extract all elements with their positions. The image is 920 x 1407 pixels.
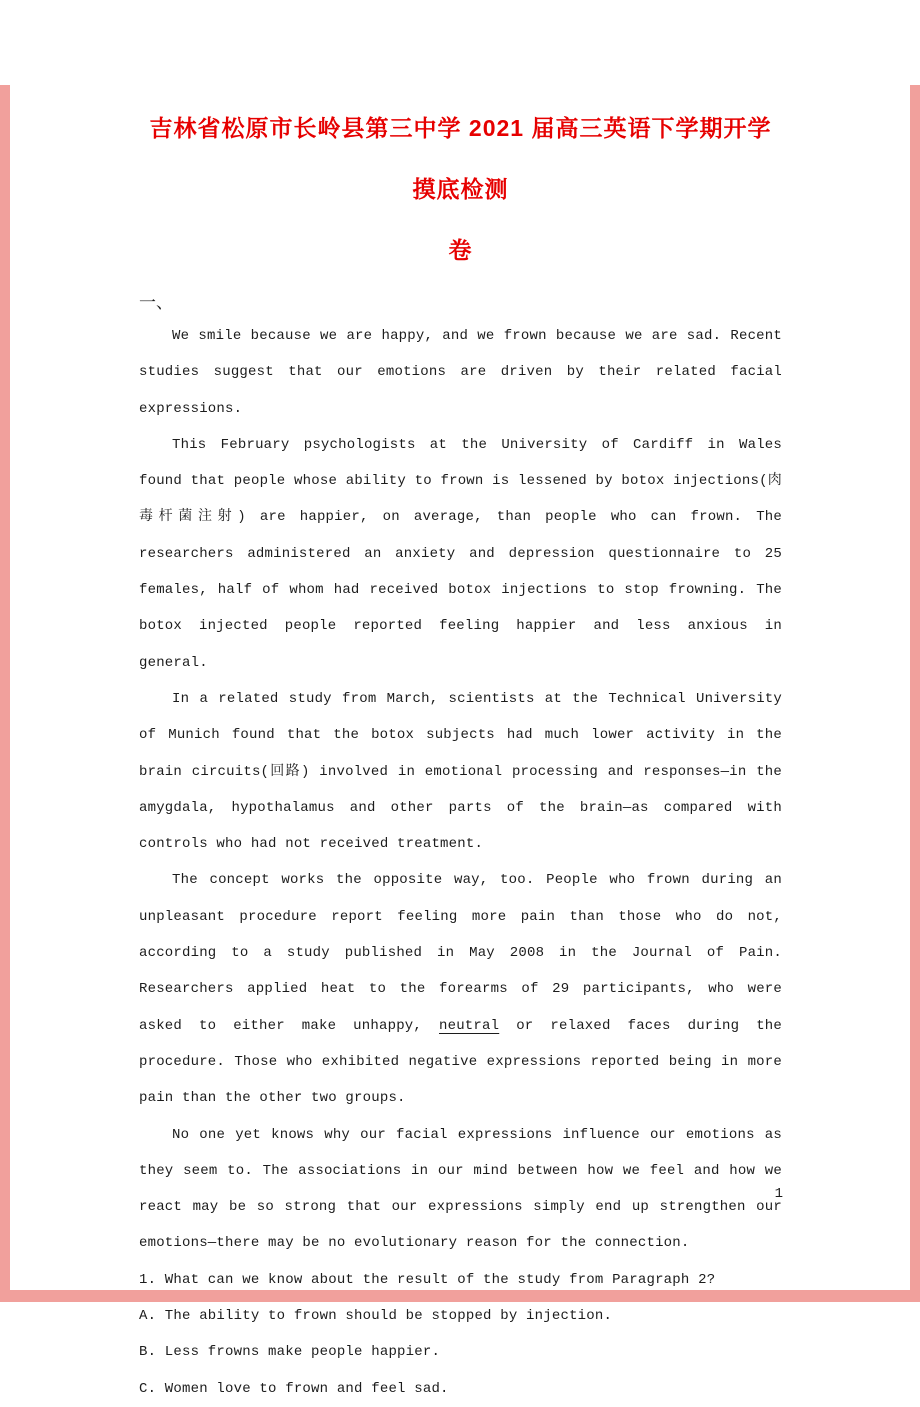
underlined-word: neutral: [439, 1017, 500, 1034]
page-border-right: [910, 85, 920, 1302]
passage-paragraph: [139, 681, 782, 862]
page-number: 1: [774, 1186, 783, 1202]
question-line: B. Less frowns make people happier.: [139, 1344, 441, 1361]
passage-text: or relaxed faces during the procedure. Those who exhibited negative expressions reported being in more pain than the other two groups.: [139, 1017, 783, 1107]
question-line: A. The ability to frown should be stopped by injection.: [139, 1308, 613, 1325]
passage-text: We smile because we are happy, and we frown because we are sad. Recent studies suggest that our emotions are driven by their related facial expressions.: [139, 328, 782, 417]
passage-paragraph: [139, 862, 782, 1116]
question-line: 1. What can we know about the result of the study from Paragraph 2?: [139, 1271, 716, 1288]
document-title: [139, 98, 782, 281]
passage-text: In a related study from March, scientists at the Technical University of Munich found that the botox subjects had much lower activity in the brain circuits(回路) involved in emotional processing and responses—in the amygdala, hypothalamus and other parts of the brain—as compared with controls who had not received treatment.: [139, 690, 782, 853]
page-border-left: [0, 85, 10, 1302]
question-block: [139, 1262, 782, 1407]
passage-paragraph: [139, 318, 782, 427]
passage-text: This February psychologists at the University of Cardiff in Wales found that people whose ability to frown is lessened by botox injections(肉毒杆菌注射) are happier, on average, than people who can frown. The researchers administered an anxiety and depression questionnaire to 25 females, half of whom had received botox injections to stop frowning. The botox injected people reported feeling happier and less anxious in general.: [139, 436, 782, 671]
reading-passage: [139, 318, 782, 1262]
passage-text: The concept works the opposite way, too. People who frown during an unpleasant procedure report feeling more pain than those who do not, according to a study published in May 2008 in the Journal of Pain. Researchers applied heat to the forearms of 29 participants, who were asked to either make unhappy,: [139, 872, 782, 1034]
passage-paragraph: [139, 427, 782, 681]
document-title-line-1: 吉林省松原市长岭县第三中学 2021 届高三英语下学期开学摸底检测: [149, 115, 772, 202]
passage-paragraph: [139, 1117, 782, 1262]
document-content: [139, 0, 782, 1407]
section-marker: 一、: [139, 293, 173, 312]
passage-text: No one yet knows why our facial expressions influence our emotions as they seem to. The associations in our mind between how we feel and how we react may be so strong that our expressions simply end up strengthen our emotions—there may be no evolutionary reason for the connection.: [139, 1126, 782, 1252]
question-line: C. Women love to frown and feel sad.: [139, 1380, 449, 1397]
document-title-line-2: 卷: [448, 237, 473, 263]
